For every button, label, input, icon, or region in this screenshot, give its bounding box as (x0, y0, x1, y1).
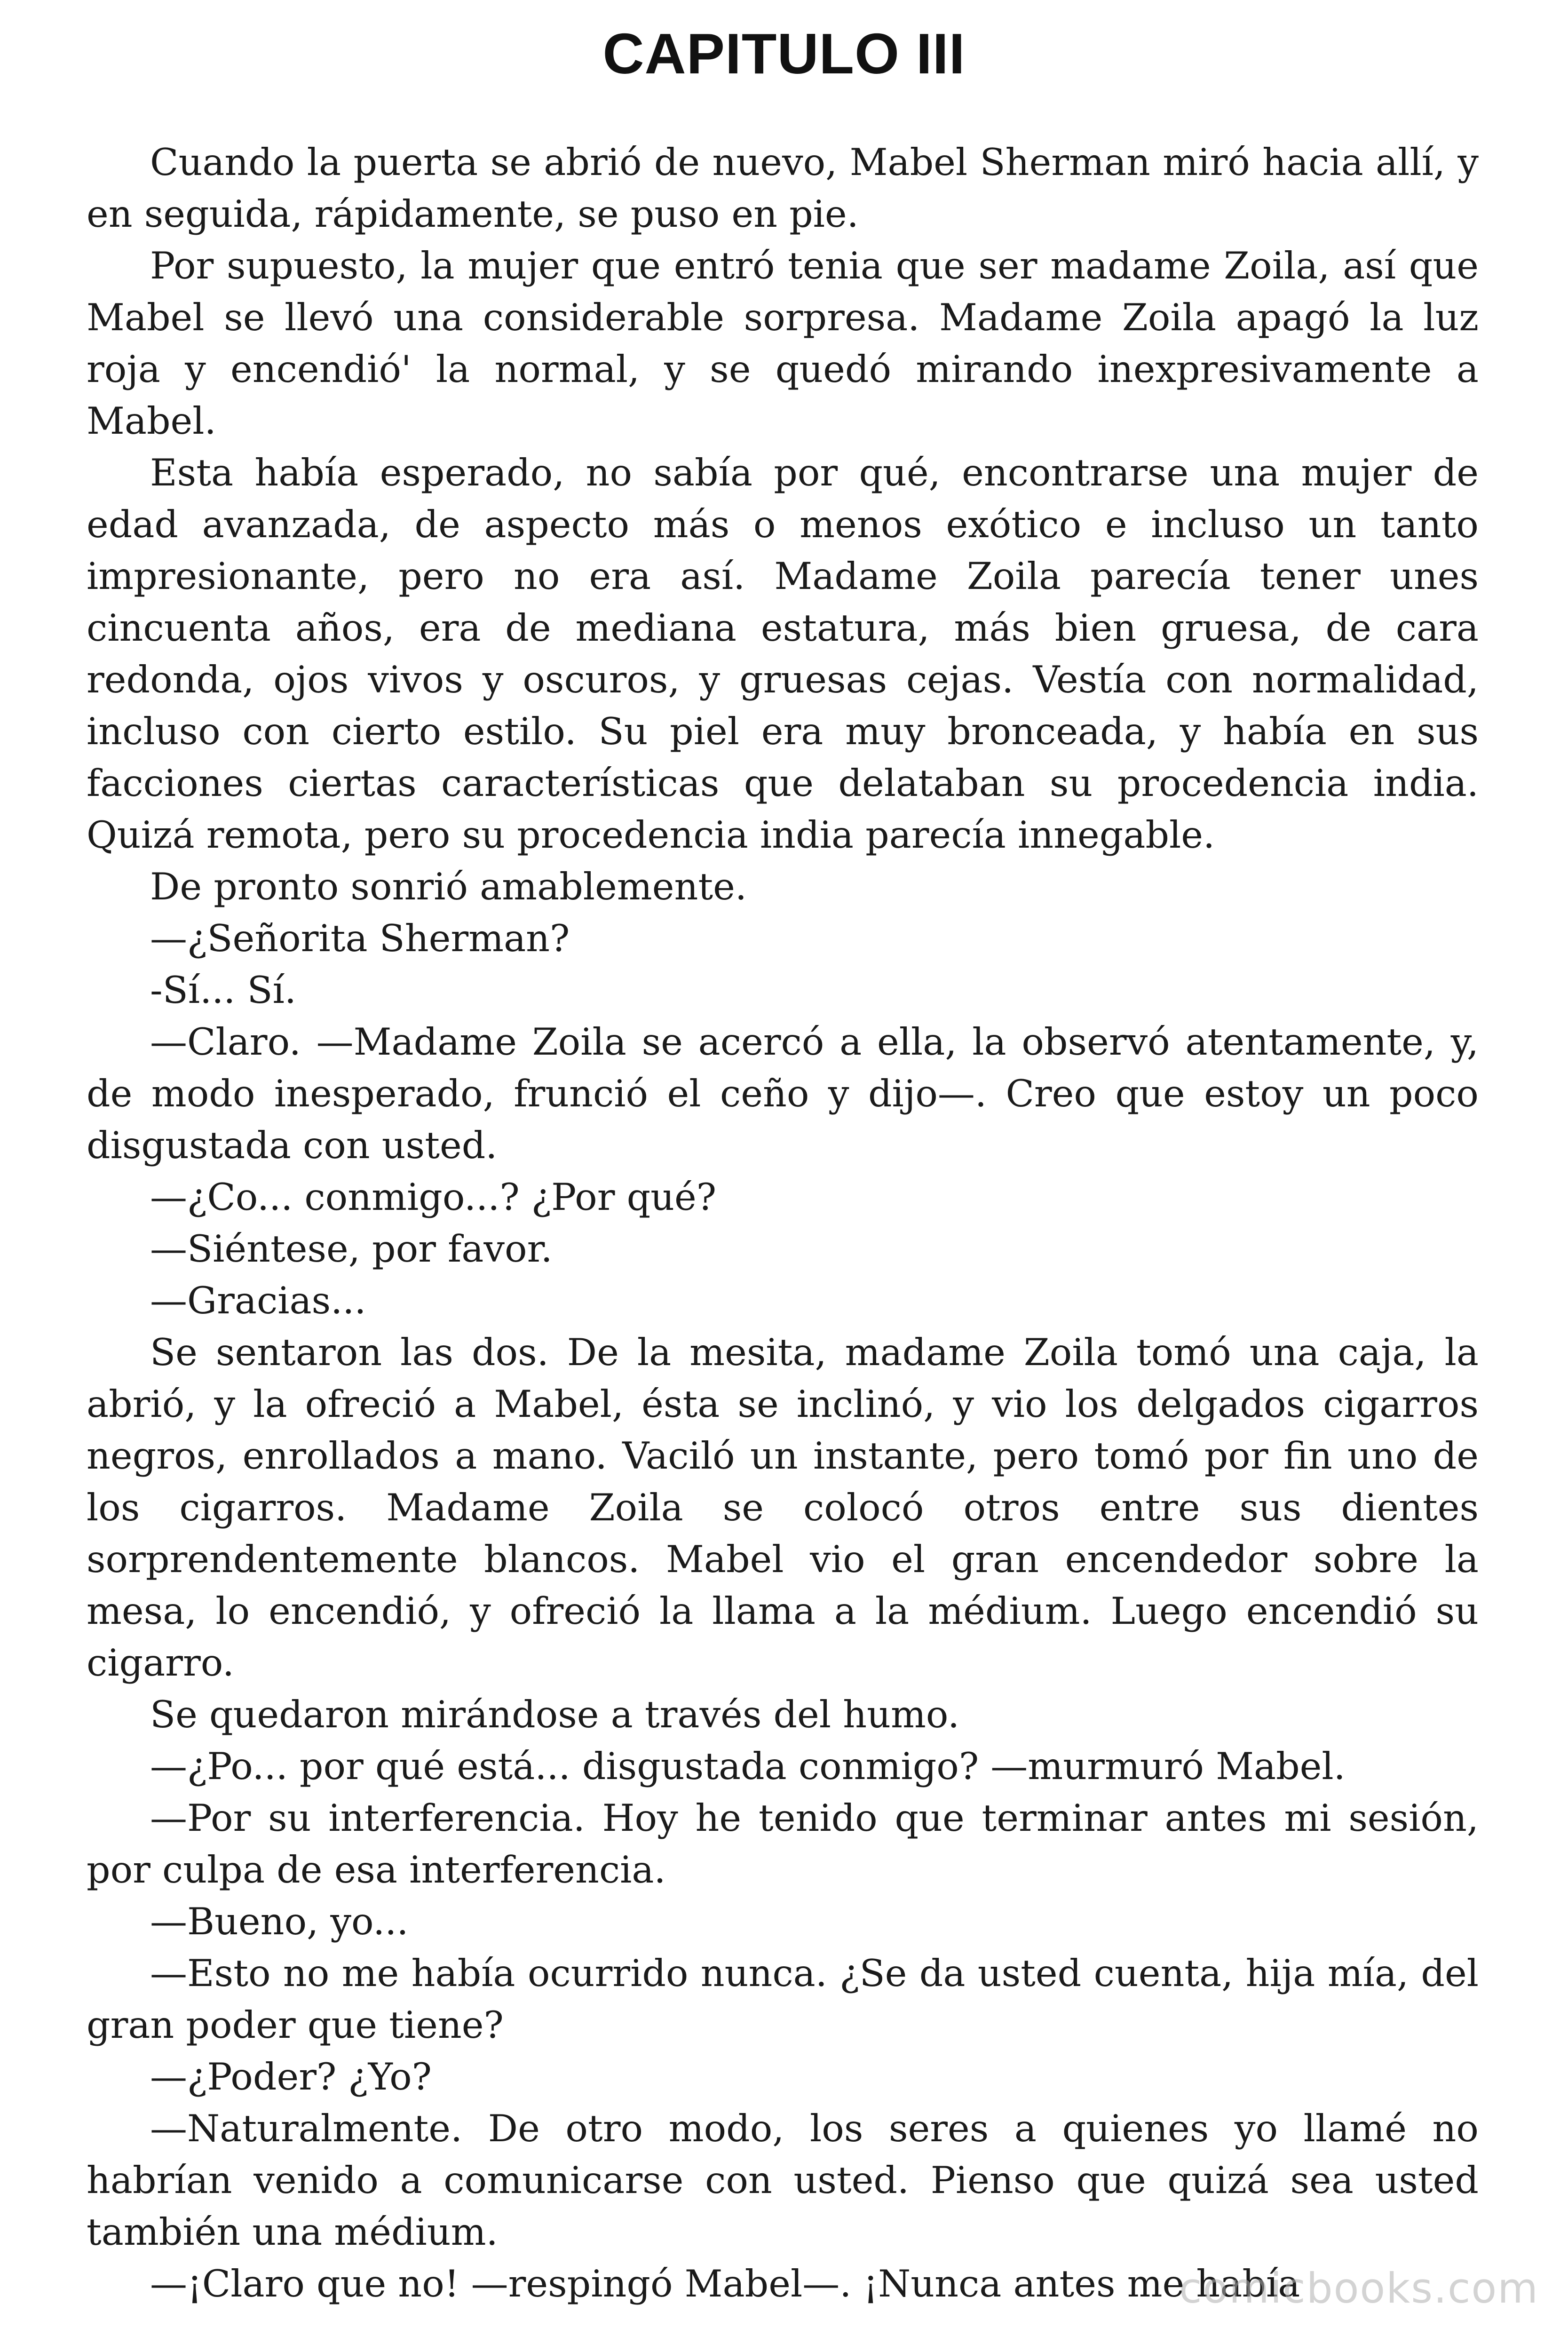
paragraph: Cuando la puerta se abrió de nuevo, Mabel Sherman miró hacia allí, y en seguida, rápidamente, se puso en pie. (87, 141, 1479, 236)
dialogue-line: —¡Claro que no! —respingó Mabel—. ¡Nunca antes me había (150, 2262, 1300, 2305)
dialogue-line: —¿Poder? ¿Yo? (150, 2055, 432, 2098)
paragraph: De pronto sonrió amablemente. (150, 865, 747, 908)
chapter-body (87, 136, 1479, 2310)
dialogue-line: —Naturalmente. De otro modo, los seres a quienes yo llamé no habrían venido a comunicarse con usted. Pienso que quizá sea usted también una médium. (87, 2107, 1479, 2254)
dialogue-line: —Siéntese, por favor. (150, 1227, 553, 1271)
dialogue-line: —Bueno, yo... (150, 1900, 409, 1943)
dialogue-line: —¿Señorita Sherman? (150, 917, 570, 960)
dialogue-line: —Esto no me había ocurrido nunca. ¿Se da usted cuenta, hija mía, del gran poder que tiene? (87, 1952, 1479, 2047)
paragraph: Se quedaron mirándose a través del humo. (150, 1693, 960, 1736)
watermark: comicbooks.com (1179, 2264, 1539, 2312)
dialogue-line: —¿Co... conmigo...? ¿Por qué? (150, 1176, 717, 1219)
paragraph: Por supuesto, la mujer que entró tenia que ser madame Zoila, así que Mabel se llevó una considerable sorpresa. Madame Zoila apagó la luz roja y encendió' la normal, y se quedó mirando inexpresivamente a Mabel. (87, 244, 1479, 443)
paragraph: Esta había esperado, no sabía por qué, encontrarse una mujer de edad avanzada, de aspecto más o menos exótico e incluso un tanto impresionante, pero no era así. Madame Zoila parecía tener unes cincuenta años, era de mediana estatura, más bien gruesa, de cara redonda, ojos vivos y oscuros, y gruesas cejas. Vestía con normalidad, incluso con cierto estilo. Su piel era muy bronceada, y había en sus facciones ciertas características que delataban su procedencia india. Quizá remota, pero su procedencia india parecía innegable. (87, 451, 1479, 857)
dialogue-line: —Claro. —Madame Zoila se acercó a ella, la observó atentamente, y, de modo inesperado, frunció el ceño y dijo—. Creo que estoy un poco disgustada con usted. (87, 1020, 1479, 1167)
dialogue-line: —¿Po... por qué está... disgustada conmigo? —murmuró Mabel. (150, 1745, 1346, 1788)
dialogue-line: —Por su interferencia. Hoy he tenido que terminar antes mi sesión, por culpa de esa interferencia. (87, 1796, 1479, 1891)
chapter-title: CAPITULO III (602, 22, 966, 86)
dialogue-line: -Sí... Sí. (150, 969, 297, 1012)
dialogue-line: —Gracias... (150, 1279, 366, 1322)
paragraph: Se sentaron las dos. De la mesita, madame Zoila tomó una caja, la abrió, y la ofreció a Mabel, ésta se inclinó, y vio los delgados cigarros negros, enrollados a mano. Vaciló un instante, pero tomó por fin uno de los cigarros. Madame Zoila se colocó otros entre sus dientes sorprendentemente blancos. Mabel vio el gran encendedor sobre la mesa, lo encendió, y ofreció la llama a la médium. Luego encendió su cigarro. (87, 1331, 1479, 1685)
